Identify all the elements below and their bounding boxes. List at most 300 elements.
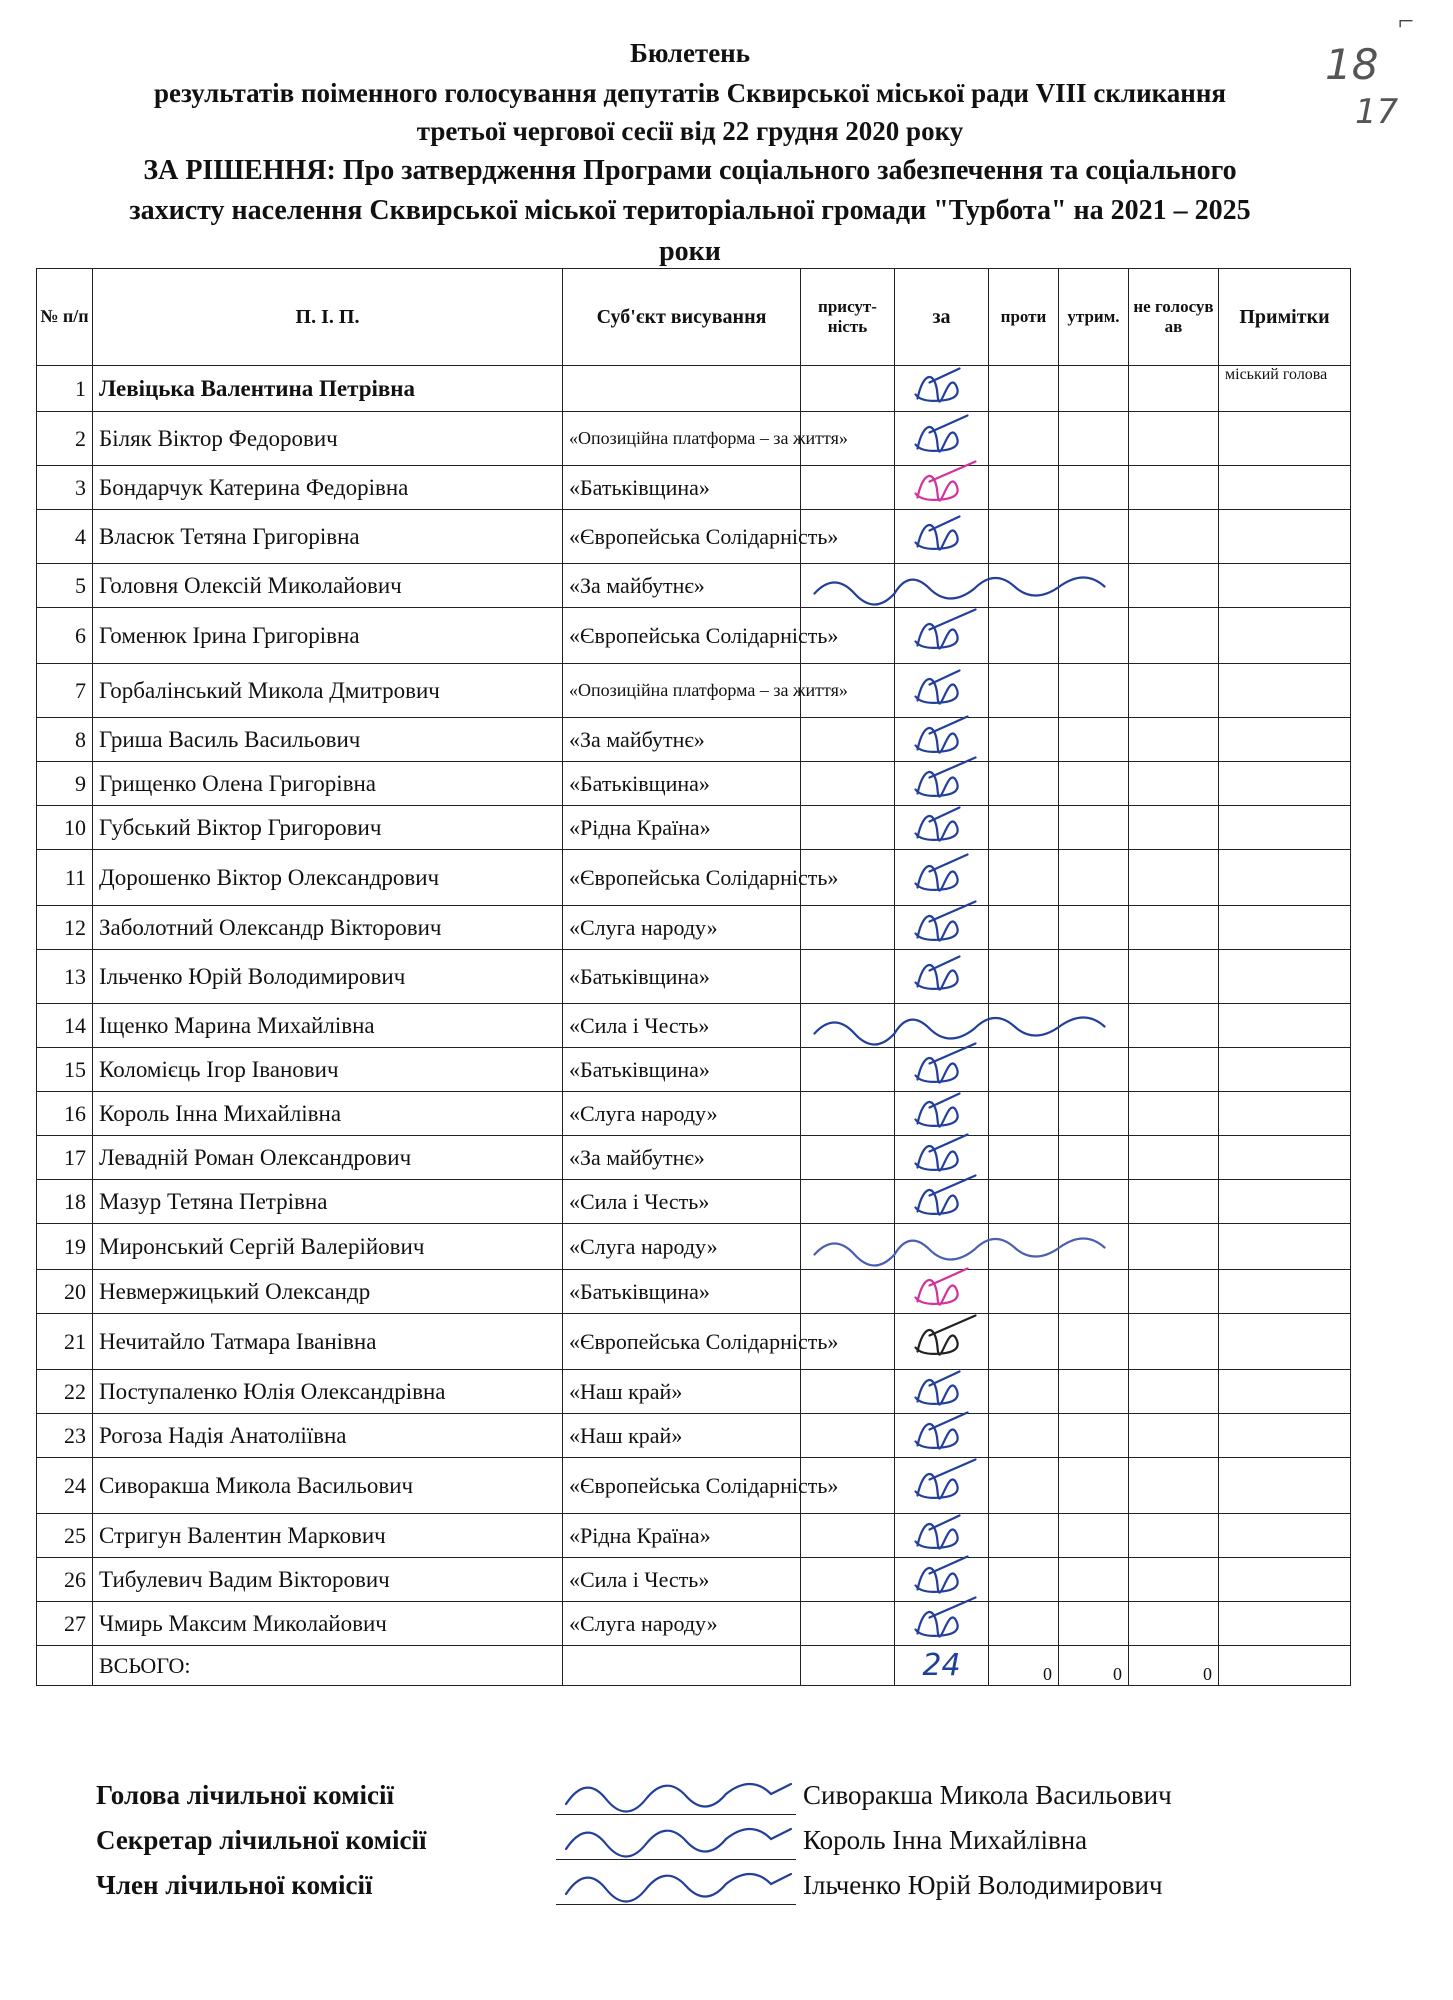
vote-for-cell [895,1224,989,1270]
row-number: 23 [37,1414,93,1458]
deputy-name: Ільченко Юрій Володимирович [93,950,563,1004]
decision-line-1: ЗА РІШЕННЯ: Про затвердження Програми соціального забезпечення та соціального [143,155,1237,186]
total-row [37,1646,1351,1686]
party-name: «За майбутнє» [563,1136,801,1180]
not-voted-cell [1129,850,1219,906]
note-cell [1219,664,1351,718]
not-voted-cell [1129,1314,1219,1370]
row-number: 24 [37,1458,93,1514]
vote-against-cell [989,1048,1059,1092]
row-number: 16 [37,1092,93,1136]
vote-against-cell [989,1458,1059,1514]
present-cell [801,366,895,412]
vote-abstain-cell [1059,564,1129,608]
present-cell [801,762,895,806]
not-voted-cell [1129,906,1219,950]
row-number: 6 [37,608,93,664]
vote-against-cell [989,664,1059,718]
vote-for-cell [895,412,989,466]
col-header-name: П. І. П. [93,269,563,366]
present-cell [801,564,895,608]
note-cell [1219,1004,1351,1048]
total-not-voted: 0 [1129,1646,1219,1686]
note-cell [1219,1370,1351,1414]
total-for: 24 [895,1646,989,1686]
vote-abstain-cell [1059,412,1129,466]
vote-for-cell [895,510,989,564]
vote-against-cell [989,466,1059,510]
party-name: «Слуга народу» [563,1602,801,1646]
col-header-party: Суб'єкт висування [563,269,801,366]
note-cell [1219,1458,1351,1514]
vote-against-cell [989,510,1059,564]
party-name [563,366,801,412]
vote-for-cell [895,762,989,806]
present-cell [801,1558,895,1602]
party-name: «Батьківщина» [563,950,801,1004]
commission-signature-scribble [566,1784,791,1812]
not-voted-cell [1129,1458,1219,1514]
table-row [37,1558,1351,1602]
row-number: 17 [37,1136,93,1180]
vote-abstain-cell [1059,1602,1129,1646]
table-row [37,608,1351,664]
vote-for-cell [895,1602,989,1646]
vote-for-cell [895,1370,989,1414]
note-cell [1219,850,1351,906]
vote-abstain-cell [1059,1004,1129,1048]
deputy-name: Губський Віктор Григорович [93,806,563,850]
session-date-line: третьої чергової сесії від 22 грудня 2020 року [416,116,964,146]
vote-abstain-cell [1059,1180,1129,1224]
deputy-name: Власюк Тетяна Григорівна [93,510,563,564]
party-name: «Опозиційна платформа – за життя» [563,664,801,718]
not-voted-cell [1129,1004,1219,1048]
not-voted-cell [1129,1370,1219,1414]
not-voted-cell [1129,664,1219,718]
not-voted-cell [1129,806,1219,850]
table-row [37,1180,1351,1224]
commission-signature-scribble [566,1874,791,1902]
deputy-name: Стригун Валентин Маркович [93,1514,563,1558]
deputy-name: Сиворакша Микола Васильович [93,1458,563,1514]
table-row [37,1048,1351,1092]
party-name: «Батьківщина» [563,466,801,510]
vote-against-cell [989,1514,1059,1558]
party-name: «Європейська Солідарність» [563,1314,801,1370]
vote-against-cell [989,1136,1059,1180]
total-against: 0 [989,1646,1059,1686]
table-row [37,950,1351,1004]
vote-for-cell [895,1004,989,1048]
row-number: 22 [37,1370,93,1414]
deputy-name: Заболотний Олександр Вікторович [93,906,563,950]
note-cell [1219,906,1351,950]
vote-for-cell [895,1048,989,1092]
present-cell [801,1270,895,1314]
total-no-cell [37,1646,93,1686]
vote-abstain-cell [1059,1048,1129,1092]
party-name: «Слуга народу» [563,1092,801,1136]
table-row [37,510,1351,564]
corner-mark: ⌐ [1398,6,1414,37]
row-number: 27 [37,1602,93,1646]
note-cell [1219,1224,1351,1270]
present-cell [801,806,895,850]
vote-abstain-cell [1059,608,1129,664]
table-row [37,1270,1351,1314]
row-number: 4 [37,510,93,564]
vote-against-cell [989,1092,1059,1136]
deputy-name: Чмирь Максим Миколайович [93,1602,563,1646]
row-number: 21 [37,1314,93,1370]
note-cell [1219,1048,1351,1092]
vote-abstain-cell [1059,762,1129,806]
row-number: 13 [37,950,93,1004]
party-name: «Сила і Честь» [563,1180,801,1224]
vote-against-cell [989,1314,1059,1370]
row-number: 1 [37,366,93,412]
deputy-name: Поступаленко Юлія Олександрівна [93,1370,563,1414]
present-cell [801,1370,895,1414]
deputy-name: Дорошенко Віктор Олександрович [93,850,563,906]
not-voted-cell [1129,1048,1219,1092]
note-cell [1219,510,1351,564]
vote-for-cell [895,1314,989,1370]
not-voted-cell [1129,1514,1219,1558]
party-name: «Батьківщина» [563,1270,801,1314]
note-cell [1219,564,1351,608]
vote-abstain-cell [1059,1370,1129,1414]
vote-abstain-cell [1059,366,1129,412]
present-cell [801,1092,895,1136]
deputy-name: Миронський Сергій Валерійович [93,1224,563,1270]
table-row [37,718,1351,762]
signature-line [556,1814,796,1815]
vote-against-cell [989,1180,1059,1224]
present-cell [801,1414,895,1458]
not-voted-cell [1129,1602,1219,1646]
vote-against-cell [989,1558,1059,1602]
vote-for-cell [895,1558,989,1602]
vote-against-cell [989,950,1059,1004]
table-row [37,664,1351,718]
commission-role: Голова лічильної комісії [96,1780,394,1810]
party-name: «Рідна Країна» [563,806,801,850]
note-cell [1219,718,1351,762]
table-row [37,906,1351,950]
col-header-abstain: утрим. [1059,269,1129,366]
vote-against-cell [989,366,1059,412]
row-number: 5 [37,564,93,608]
row-number: 15 [37,1048,93,1092]
total-label: ВСЬОГО: [93,1646,563,1686]
not-voted-cell [1129,950,1219,1004]
party-name: «Батьківщина» [563,1048,801,1092]
row-number: 25 [37,1514,93,1558]
table-row [37,1514,1351,1558]
vote-for-cell [895,806,989,850]
vote-against-cell [989,1270,1059,1314]
col-header-present: присут-ність [801,269,895,366]
vote-for-cell [895,1180,989,1224]
row-number: 12 [37,906,93,950]
row-number: 14 [37,1004,93,1048]
row-number: 18 [37,1180,93,1224]
row-number: 9 [37,762,93,806]
commission-signature-scribble [566,1829,791,1857]
vote-for-cell [895,950,989,1004]
total-notes-cell [1219,1646,1351,1686]
table-row [37,412,1351,466]
deputy-name: Коломієць Ігор Іванович [93,1048,563,1092]
vote-abstain-cell [1059,1514,1129,1558]
party-name: «Європейська Солідарність» [563,1458,801,1514]
vote-abstain-cell [1059,1558,1129,1602]
deputy-name: Іщенко Марина Михайлівна [93,1004,563,1048]
present-cell [801,950,895,1004]
document-subtitle: результатів поіменного голосування депутатів Сквирської міської ради VIII скликання [153,78,1227,108]
not-voted-cell [1129,1558,1219,1602]
not-voted-cell [1129,762,1219,806]
present-cell [801,1048,895,1092]
present-cell [801,466,895,510]
present-cell [801,1602,895,1646]
vote-against-cell [989,762,1059,806]
vote-abstain-cell [1059,664,1129,718]
vote-against-cell [989,1370,1059,1414]
not-voted-cell [1129,608,1219,664]
present-cell [801,1136,895,1180]
col-header-for: за [895,269,989,366]
vote-for-cell [895,1092,989,1136]
vote-abstain-cell [1059,1314,1129,1370]
vote-for-cell [895,1458,989,1514]
not-voted-cell [1129,1414,1219,1458]
note-cell [1219,1136,1351,1180]
party-name: «Європейська Солідарність» [563,850,801,906]
vote-against-cell [989,608,1059,664]
not-voted-cell [1129,510,1219,564]
party-name: «Опозиційна платформа – за життя» [563,412,801,466]
vote-abstain-cell [1059,466,1129,510]
voting-table [36,268,1351,1686]
note-cell [1219,950,1351,1004]
table-row [37,850,1351,906]
deputy-name: Невмержицький Олександр [93,1270,563,1314]
row-number: 2 [37,412,93,466]
deputy-name: Гриша Василь Васильович [93,718,563,762]
not-voted-cell [1129,366,1219,412]
table-row [37,1092,1351,1136]
note-cell [1219,1602,1351,1646]
row-number: 7 [37,664,93,718]
table-row [37,762,1351,806]
vote-for-cell [895,906,989,950]
present-cell [801,1514,895,1558]
vote-for-cell [895,1414,989,1458]
vote-against-cell [989,1004,1059,1048]
vote-abstain-cell [1059,1224,1129,1270]
vote-against-cell [989,1414,1059,1458]
table-row [37,1136,1351,1180]
handwritten-note-bottom: 17 [1355,92,1399,132]
vote-abstain-cell [1059,806,1129,850]
vote-abstain-cell [1059,1270,1129,1314]
note-cell [1219,1180,1351,1224]
vote-for-cell [895,366,989,412]
deputy-name: Грищенко Олена Григорівна [93,762,563,806]
row-number: 20 [37,1270,93,1314]
vote-for-cell [895,564,989,608]
party-name: «Європейська Солідарність» [563,608,801,664]
decision-line-2: захисту населення Сквирської міської територіальної громади "Турбота" на 2021 – 2025 [129,195,1251,226]
note-cell [1219,412,1351,466]
deputy-name: Рогоза Надія Анатоліївна [93,1414,563,1458]
decision-line-3: роки [659,236,721,267]
table-row [37,1370,1351,1414]
party-name: «Наш край» [563,1370,801,1414]
present-cell [801,906,895,950]
row-number: 10 [37,806,93,850]
party-name: «Рідна Країна» [563,1514,801,1558]
deputy-name: Левадній Роман Олександрович [93,1136,563,1180]
note-cell: міський голова [1219,366,1351,412]
note-cell [1219,762,1351,806]
signature-line [556,1859,796,1860]
not-voted-cell [1129,718,1219,762]
table-row [37,1602,1351,1646]
present-cell [801,1224,895,1270]
commission-role: Секретар лічильної комісії [96,1825,427,1855]
vote-for-cell [895,850,989,906]
total-party-cell [563,1646,801,1686]
total-present-cell [801,1646,895,1686]
vote-for-cell [895,1514,989,1558]
note-cell [1219,1270,1351,1314]
vote-for-cell [895,664,989,718]
vote-for-cell [895,466,989,510]
deputy-name: Нечитайло Татмара Іванівна [93,1314,563,1370]
deputy-name: Тибулевич Вадим Вікторович [93,1558,563,1602]
table-row [37,1314,1351,1370]
party-name: «За майбутнє» [563,718,801,762]
present-cell [801,1180,895,1224]
col-header-notes: Примітки [1219,269,1351,366]
not-voted-cell [1129,1180,1219,1224]
not-voted-cell [1129,1270,1219,1314]
col-header-not-voted: не голосув ав [1129,269,1219,366]
present-cell [801,1004,895,1048]
signature-line [556,1904,796,1905]
row-number: 8 [37,718,93,762]
commission-member-name: Сиворакша Микола Васильович [803,1780,1172,1810]
vote-against-cell [989,1224,1059,1270]
handwritten-note-top: 18 [1325,40,1379,89]
vote-against-cell [989,412,1059,466]
vote-against-cell [989,850,1059,906]
table-row [37,1458,1351,1514]
note-cell [1219,806,1351,850]
deputy-name: Горбалінський Микола Дмитрович [93,664,563,718]
note-cell [1219,1092,1351,1136]
table-row [37,366,1351,412]
commission-role: Член лічильної комісії [96,1870,373,1900]
vote-against-cell [989,806,1059,850]
row-number: 26 [37,1558,93,1602]
party-name: «Сила і Честь» [563,1004,801,1048]
table-row [37,1224,1351,1270]
vote-abstain-cell [1059,850,1129,906]
vote-abstain-cell [1059,1414,1129,1458]
party-name: «Європейська Солідарність» [563,510,801,564]
vote-against-cell [989,1602,1059,1646]
row-number: 11 [37,850,93,906]
party-name: «Слуга народу» [563,1224,801,1270]
row-number: 19 [37,1224,93,1270]
table-row [37,806,1351,850]
commission-member-name: Ільченко Юрій Володимирович [803,1870,1163,1900]
note-cell [1219,1514,1351,1558]
note-cell [1219,1414,1351,1458]
col-header-against: проти [989,269,1059,366]
row-number: 3 [37,466,93,510]
commission-member-name: Король Інна Михайлівна [803,1825,1088,1855]
vote-abstain-cell [1059,950,1129,1004]
not-voted-cell [1129,1136,1219,1180]
vote-abstain-cell [1059,718,1129,762]
table-header-row [37,269,1351,366]
vote-against-cell [989,564,1059,608]
table-body [37,366,1351,1646]
vote-abstain-cell [1059,510,1129,564]
vote-against-cell [989,906,1059,950]
vote-abstain-cell [1059,906,1129,950]
deputy-name: Левіцька Валентина Петрівна [93,366,563,412]
not-voted-cell [1129,1224,1219,1270]
vote-against-cell [989,718,1059,762]
table-row [37,466,1351,510]
vote-abstain-cell [1059,1458,1129,1514]
party-name: «Наш край» [563,1414,801,1458]
note-cell [1219,1314,1351,1370]
table-row [37,1004,1351,1048]
col-header-no: № п/п [37,269,93,366]
document-title: Бюлетень [629,38,751,68]
note-cell [1219,466,1351,510]
deputy-name: Мазур Тетяна Петрівна [93,1180,563,1224]
note-cell [1219,608,1351,664]
not-voted-cell [1129,466,1219,510]
vote-abstain-cell [1059,1136,1129,1180]
vote-for-cell [895,718,989,762]
total-abstain: 0 [1059,1646,1129,1686]
vote-for-cell [895,608,989,664]
deputy-name: Головня Олексій Миколайович [93,564,563,608]
not-voted-cell [1129,564,1219,608]
table-row [37,564,1351,608]
note-cell [1219,1558,1351,1602]
party-name: «Сила і Честь» [563,1558,801,1602]
party-name: «Слуга народу» [563,906,801,950]
vote-for-cell [895,1270,989,1314]
deputy-name: Король Інна Михайлівна [93,1092,563,1136]
vote-abstain-cell [1059,1092,1129,1136]
not-voted-cell [1129,1092,1219,1136]
deputy-name: Гоменюк Ірина Григорівна [93,608,563,664]
present-cell [801,718,895,762]
party-name: «За майбутнє» [563,564,801,608]
